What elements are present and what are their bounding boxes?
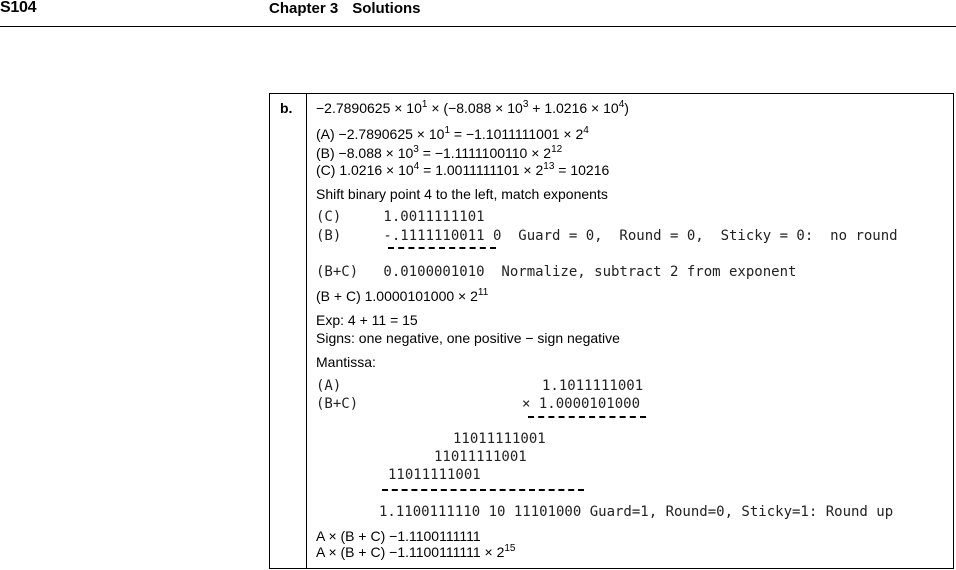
part-label: b. bbox=[280, 100, 293, 116]
shift-note: Shift binary point 4 to the left, match exponents bbox=[316, 186, 608, 202]
partial-product-2: 11011111001 bbox=[434, 449, 527, 465]
chapter-label: Chapter 3 bbox=[269, 0, 339, 17]
addition-line-c: (C) 1.0011111101 bbox=[316, 209, 485, 225]
conversion-a: $(A) -2.7890625 \times 10^1 = -1.1011111001 \times 2^4$ bbox=[316, 125, 589, 142]
partial-product-1: 11011111001 bbox=[453, 431, 546, 447]
bc-result: (B + C) $1.0000101000 \times 2^{11}$ bbox=[316, 287, 489, 304]
solution-box bbox=[269, 93, 954, 569]
mantissa-label: Mantissa: bbox=[316, 354, 376, 370]
solution-content bbox=[316, 94, 949, 568]
addition-rule bbox=[388, 247, 496, 249]
final-result-2: $A \times (B + C) -1.1100111111 \times 2^{15}$ bbox=[316, 543, 516, 560]
partial-product-3: 11011111001 bbox=[388, 467, 481, 483]
product-line: 1.1100111110 10 11101000 Guard=1, Round=0, Sticky=1: Round up bbox=[379, 504, 894, 520]
header-rule bbox=[0, 26, 956, 27]
box-divider bbox=[306, 94, 307, 568]
addition-line-b: (B) -.1111110011 0 Guard = 0, Round = 0, Sticky = 0: no round bbox=[316, 228, 898, 244]
signs-line: Signs: one negative, one positive − sign negative bbox=[316, 330, 620, 346]
running-header bbox=[269, 0, 421, 17]
addition-result: (B+C) 0.0100001010 Normalize, subtract 2 from exponent bbox=[316, 264, 797, 280]
multiplication-rule bbox=[528, 416, 646, 418]
product-rule bbox=[382, 489, 584, 491]
exponent-line: Exp: 4 + 11 = 15 bbox=[316, 312, 418, 328]
multiplicand-label: (A) bbox=[316, 378, 342, 394]
conversion-b: $(B) -8.088 \times 10^3 = -1.1111100110 \times 2^{12}$ bbox=[316, 144, 563, 161]
section-label: Solutions bbox=[352, 0, 421, 17]
multiplier-label: (B+C) bbox=[316, 396, 359, 412]
multiplier-value: × 1.0000101000 bbox=[522, 396, 641, 412]
multiplicand-value: 1.1011111001 bbox=[542, 378, 644, 394]
page-label: S104 bbox=[0, 0, 37, 16]
problem-expression: $-2.7890625 \times 10^1 \times (-8.088 \times 10^3 + 1.0216 \times 10^4)$ bbox=[316, 99, 629, 116]
conversion-c: (C) $1.0216 \times 10^4 = 1.0011111101 \times 2^{13} = 10216$ bbox=[316, 161, 610, 178]
final-result-1: A × (B + C) −1.1100111111 bbox=[316, 528, 481, 544]
